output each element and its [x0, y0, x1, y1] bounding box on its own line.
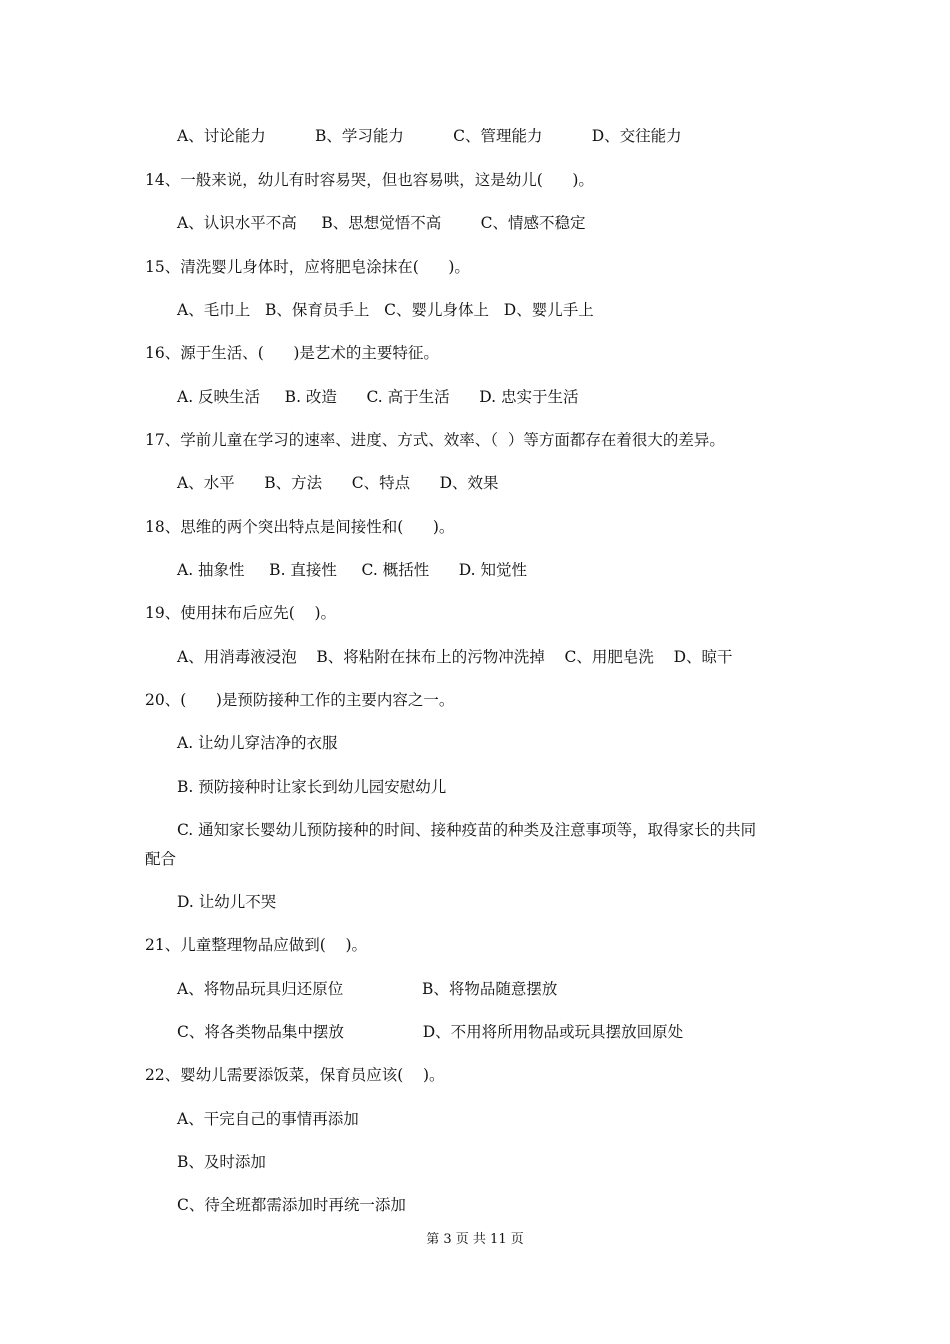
question-20: 20、( )是预防接种工作的主要内容之一。 — [145, 691, 455, 709]
q21-options-ab: A、将物品玩具归还原位 B、将物品随意摆放 — [177, 980, 558, 998]
q20-option-d: D. 让幼儿不哭 — [177, 893, 277, 911]
q20-option-c-continued: 配合 — [145, 850, 177, 868]
q19-options: A、用消毒液浸泡 B、将粘附在抹布上的污物冲洗掉 C、用肥皂洗 D、晾干 — [177, 648, 733, 666]
question-17: 17、学前儿童在学习的速率、进度、方式、效率、（ ）等方面都存在着很大的差异。 — [145, 431, 725, 449]
q18-options: A. 抽象性 B. 直接性 C. 概括性 D. 知觉性 — [177, 561, 528, 579]
q22-option-b: B、及时添加 — [177, 1153, 266, 1171]
q20-option-c: C. 通知家长婴幼儿预防接种的时间、接种疫苗的种类及注意事项等，取得家长的共同 — [177, 821, 757, 839]
question-22: 22、婴幼儿需要添饭菜，保育员应该( )。 — [145, 1066, 445, 1084]
q17-options: A、水平 B、方法 C、特点 D、效果 — [177, 474, 499, 492]
question-18: 18、思维的两个突出特点是间接性和( )。 — [145, 518, 455, 536]
q14-options: A、认识水平不高 B、思想觉悟不高 C、情感不稳定 — [177, 214, 586, 232]
question-14: 14、一般来说，幼儿有时容易哭，但也容易哄，这是幼儿( )。 — [145, 171, 594, 189]
q13-options: A、讨论能力 B、学习能力 C、管理能力 D、交往能力 — [177, 127, 682, 145]
question-19: 19、使用抹布后应先( )。 — [145, 604, 337, 622]
q22-option-a: A、干完自己的事情再添加 — [177, 1110, 359, 1128]
q21-options-cd: C、将各类物品集中摆放 D、不用将所用物品或玩具摆放回原处 — [177, 1023, 684, 1041]
question-21: 21、儿童整理物品应做到( )。 — [145, 936, 368, 954]
q20-option-b: B. 预防接种时让家长到幼儿园安慰幼儿 — [177, 778, 447, 796]
question-16: 16、源于生活、( )是艺术的主要特征。 — [145, 344, 439, 362]
q22-option-c: C、待全班都需添加时再统一添加 — [177, 1196, 406, 1214]
q20-option-a: A. 让幼儿穿洁净的衣服 — [177, 734, 338, 752]
q16-options: A. 反映生活 B. 改造 C. 高于生活 D. 忠实于生活 — [177, 388, 579, 406]
question-15: 15、清洗婴儿身体时，应将肥皂涂抹在( )。 — [145, 258, 470, 276]
page-footer: 第 3 页 共 11 页 — [426, 1232, 524, 1247]
q15-options: A、毛巾上 B、保育员手上 C、婴儿身体上 D、婴儿手上 — [177, 301, 594, 319]
